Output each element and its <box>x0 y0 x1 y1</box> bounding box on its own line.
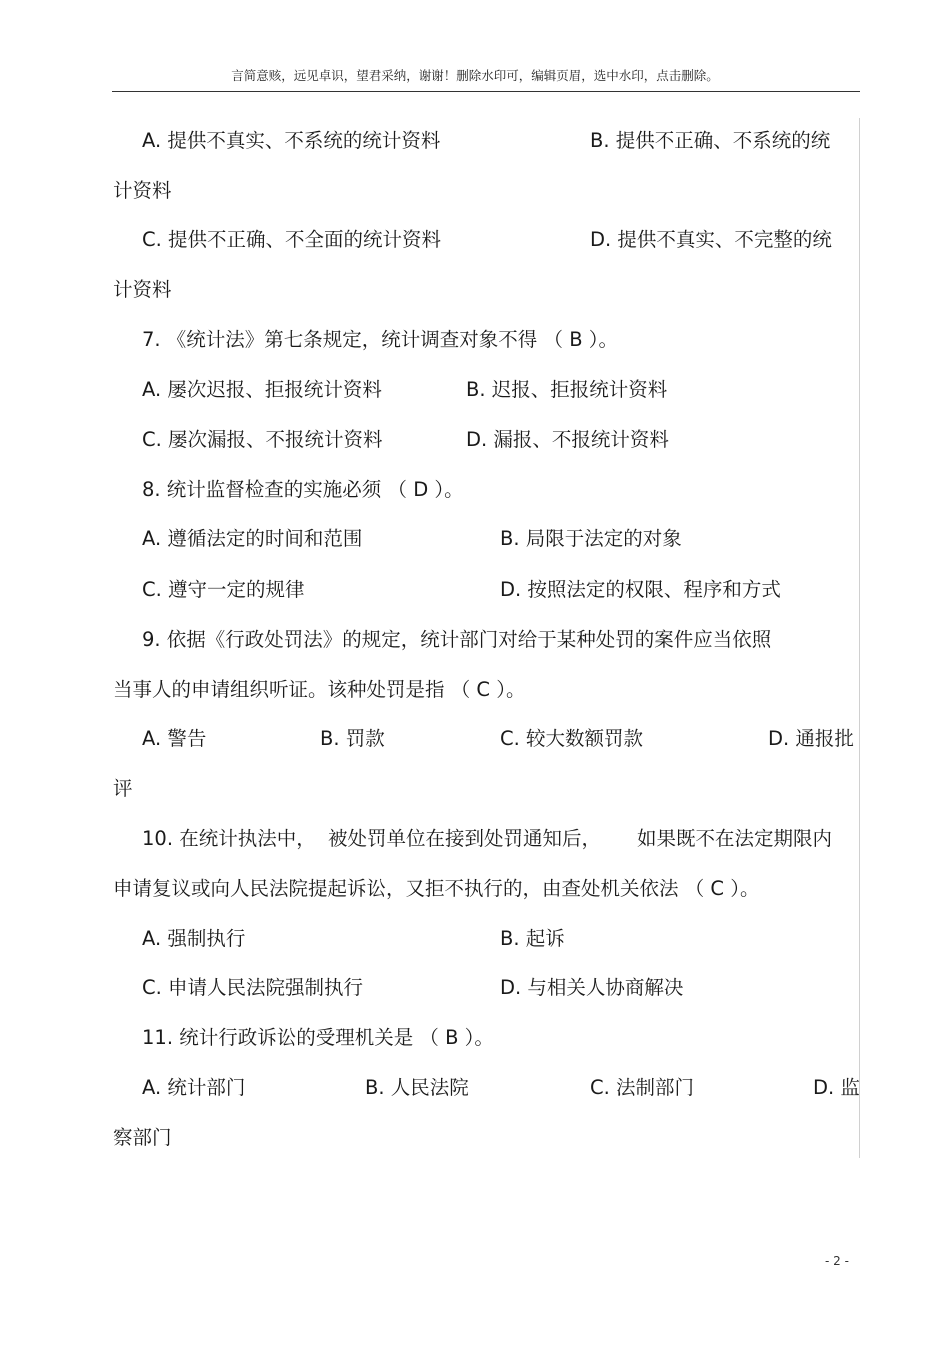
page-number: - 2 - <box>825 1254 849 1268</box>
q11-option-d: D. 监 <box>813 1076 860 1099</box>
q7-option-c: C. 屡次漏报、不报统计资料 <box>142 428 383 451</box>
q6-option-b: B. 提供不正确、不系统的统 <box>590 129 831 152</box>
q10-stem-part1: 10. 在统计执法中， <box>142 827 316 850</box>
q10-stem-part3: 如果既不在法定期限内 <box>637 827 833 850</box>
q6-option-b-continued: 计资料 <box>113 179 172 202</box>
q9-stem-line1: 9. 依据《行政处罚法》的规定，统计部门对给于某种处罚的案件应当依照 <box>142 628 772 651</box>
q8-option-a: A. 遵循法定的时间和范围 <box>142 527 363 550</box>
q9-option-b: B. 罚款 <box>320 727 385 750</box>
margin-rule <box>859 118 860 1158</box>
q11-option-b: B. 人民法院 <box>365 1076 469 1099</box>
q7-stem: 7. 《统计法》第七条规定，统计调查对象不得 （ B ）。 <box>142 328 619 351</box>
q8-stem: 8. 统计监督检查的实施必须 （ D ）。 <box>142 478 464 501</box>
q8-option-b: B. 局限于法定的对象 <box>500 527 682 550</box>
q10-option-c: C. 申请人民法院强制执行 <box>142 976 364 999</box>
q11-stem: 11. 统计行政诉讼的受理机关是 （ B ）。 <box>142 1026 494 1049</box>
q10-stem-part2: 被处罚单位在接到处罚通知后， <box>328 827 602 850</box>
q6-option-a: A. 提供不真实、不系统的统计资料 <box>142 129 441 152</box>
q7-option-a: A. 屡次迟报、拒报统计资料 <box>142 378 382 401</box>
q10-option-b: B. 起诉 <box>500 927 565 950</box>
q11-option-c: C. 法制部门 <box>590 1076 695 1099</box>
q6-option-c: C. 提供不正确、不全面的统计资料 <box>142 228 442 251</box>
header-divider <box>112 91 860 92</box>
q9-option-d-continued: 评 <box>113 777 133 800</box>
page-header: 言简意赅，远见卓识，望君采纳，谢谢！删除水印可，编辑页眉，选中水印，点击删除。 <box>231 68 719 83</box>
q11-option-a: A. 统计部门 <box>142 1076 246 1099</box>
q10-stem-line2: 申请复议或向人民法院提起诉讼，又拒不执行的，由查处机关依法 （ C ）。 <box>113 877 760 900</box>
q6-option-d-continued: 计资料 <box>113 278 172 301</box>
q6-option-d: D. 提供不真实、不完整的统 <box>590 228 832 251</box>
q11-option-d-continued: 察部门 <box>113 1126 172 1149</box>
q8-option-c: C. 遵守一定的规律 <box>142 578 305 601</box>
q7-option-b: B. 迟报、拒报统计资料 <box>466 378 668 401</box>
q9-option-d: D. 通报批 <box>768 727 854 750</box>
q7-option-d: D. 漏报、不报统计资料 <box>466 428 669 451</box>
q9-option-a: A. 警告 <box>142 727 207 750</box>
q9-stem-line2: 当事人的申请组织听证。该种处罚是指 （ C ）。 <box>113 678 526 701</box>
q10-option-a: A. 强制执行 <box>142 927 246 950</box>
q8-option-d: D. 按照法定的权限、程序和方式 <box>500 578 781 601</box>
q9-option-c: C. 较大数额罚款 <box>500 727 644 750</box>
q10-option-d: D. 与相关人协商解决 <box>500 976 684 999</box>
